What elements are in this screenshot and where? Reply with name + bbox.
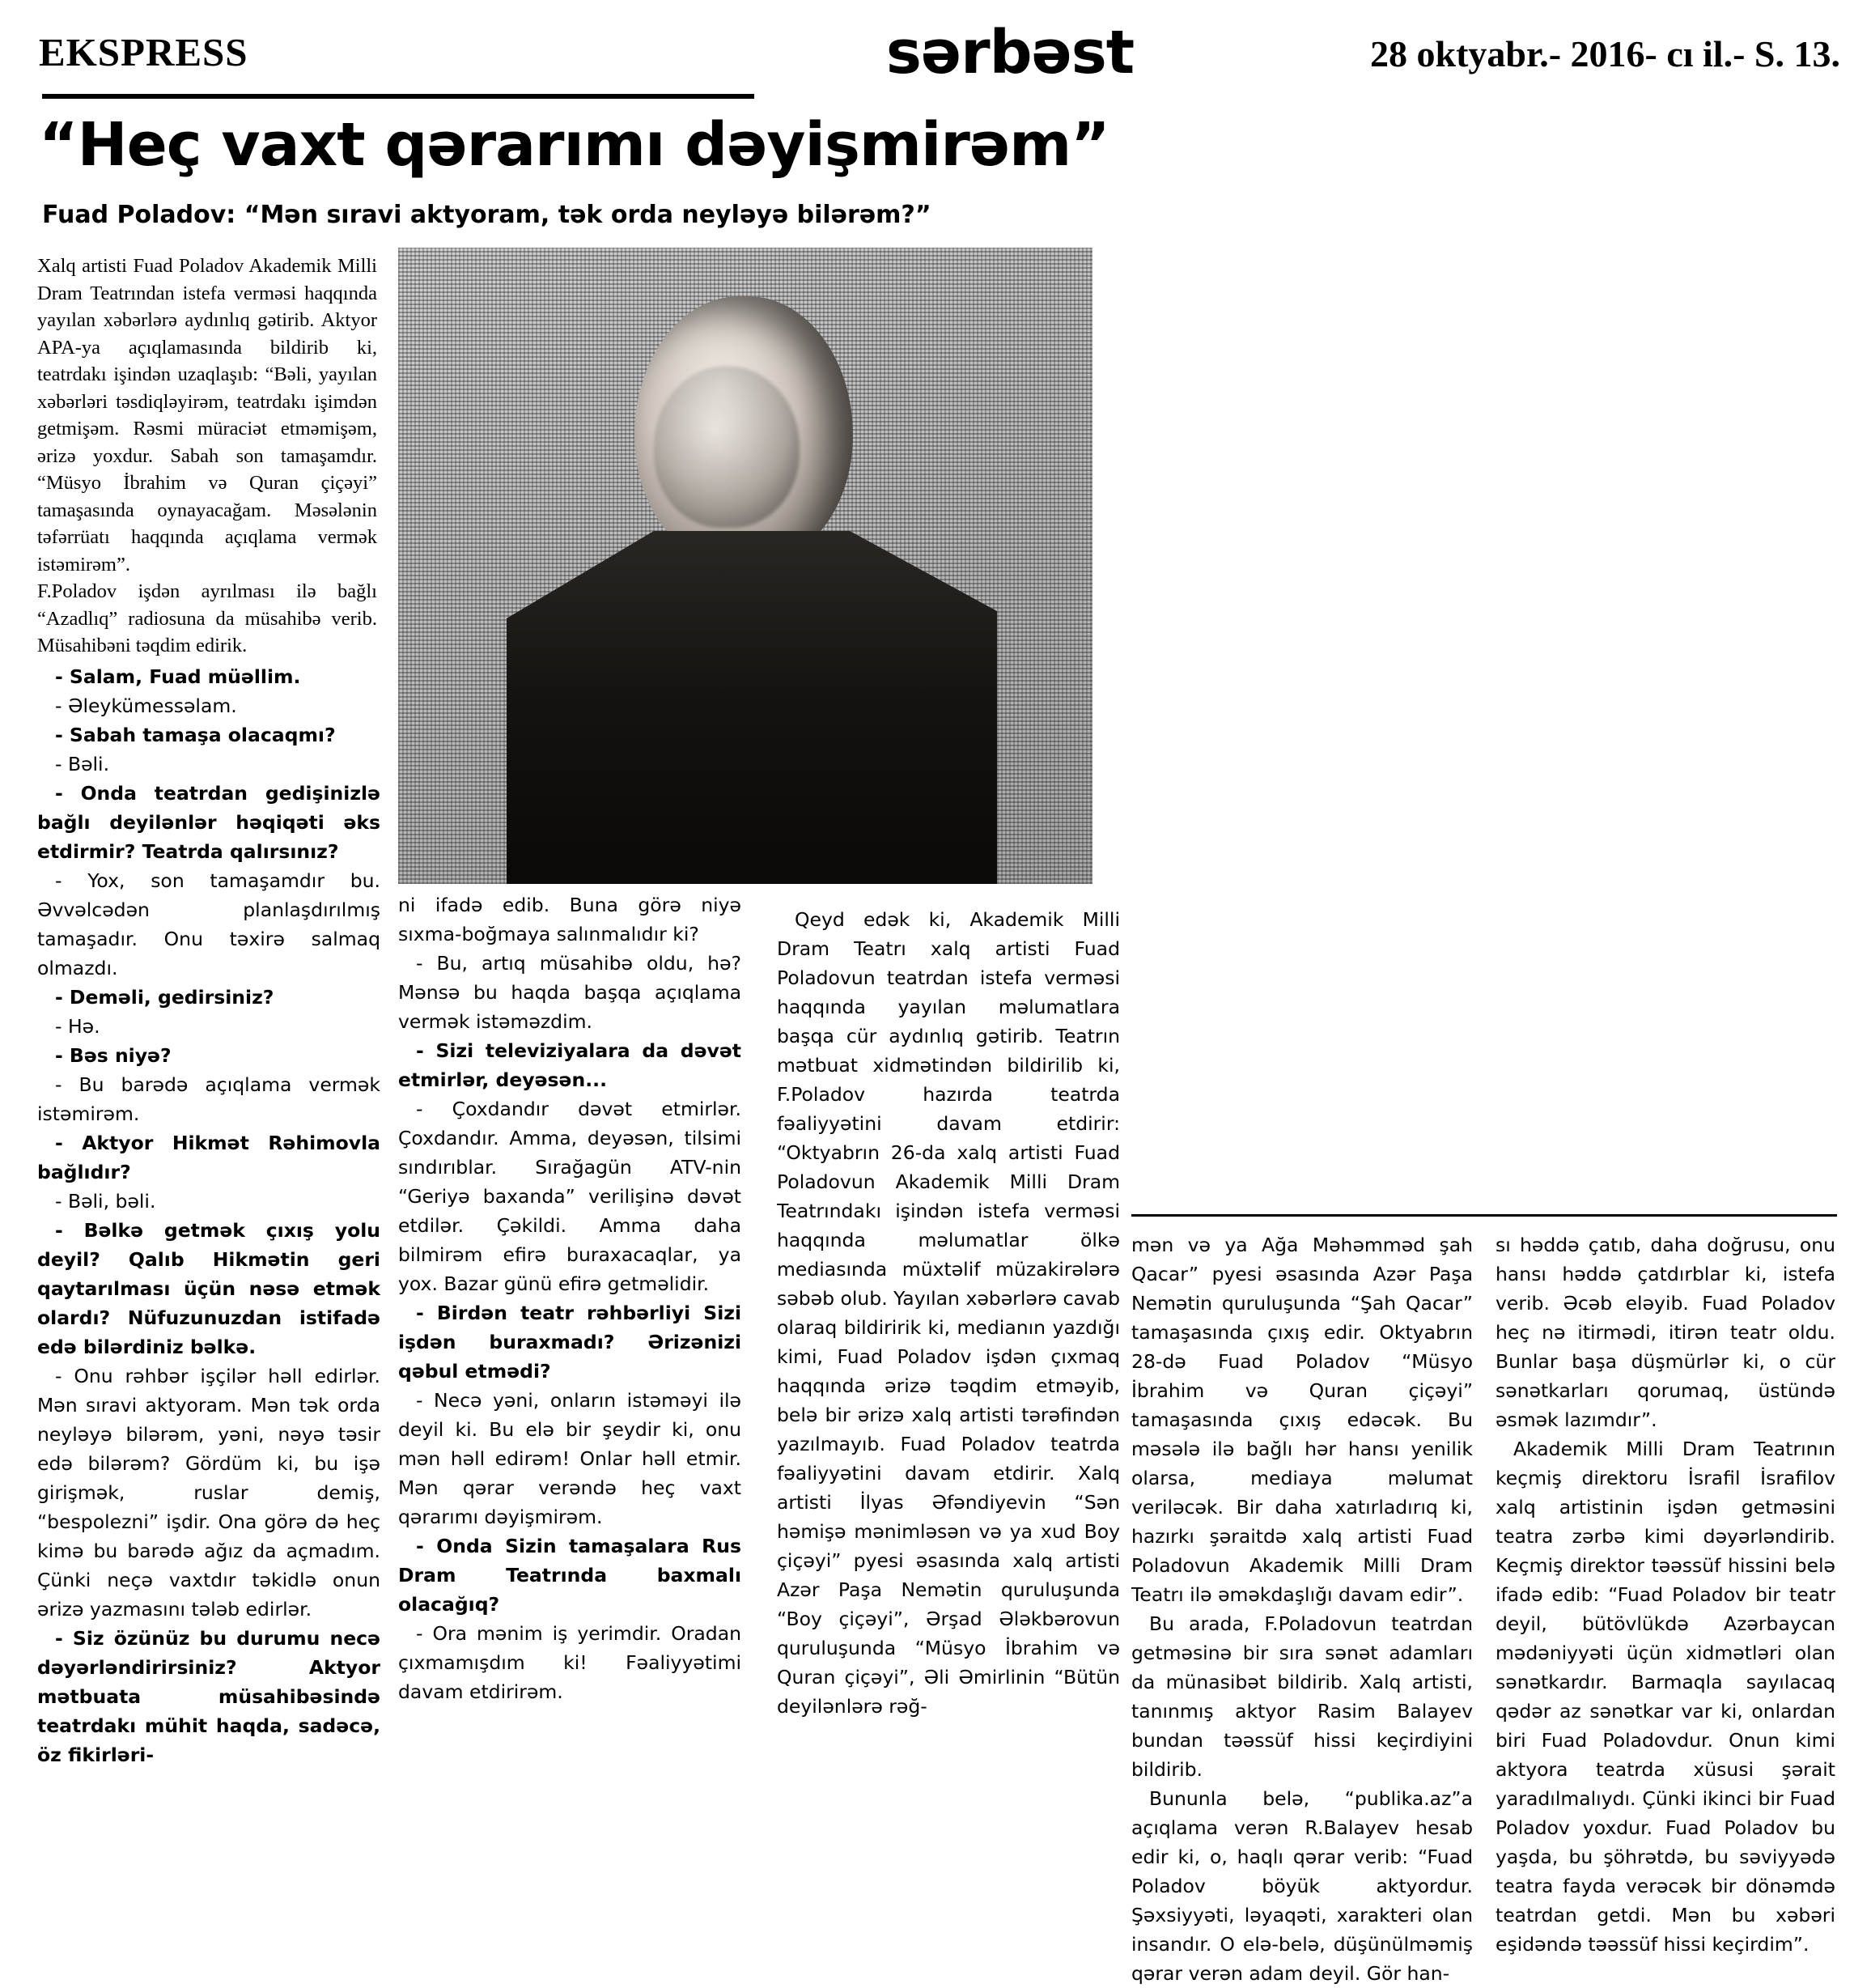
interview-question: - Bəlkə getmək çıxış yolu deyil? Qalıb Hikmətin geri qaytarılması üçün nəsə etmək olardı? Nüfuzunuzdan istifadə edə bilərdiniz bəlkə. [37,1219,380,1358]
article-photo [398,248,1092,884]
interview-answer: - Çoxdandır dəvət etmirlər. Çoxdandır. Amma, deyəsən, tilsimi sındırıblar. Sırağagün ATV-nin “Geriyə baxanda” verilişinə dəvət etdilər. Çəkildi. Amma daha bilmirəm efirə buraxacaqlar, ya yox. Bazar günü efirə getməlidir. [398,1098,741,1295]
column-1-interview [37,662,380,1769]
column-4-body [1131,1230,1473,1988]
masthead-divider-rule [42,94,754,99]
interview-answer: - Bəli. [55,753,110,775]
interview-answer: - Əleykümessəlam. [55,695,237,717]
column-divider-rule [1131,1214,1837,1217]
interview-answer: ni ifadə edib. Buna görə niyə sıxma-boğmaya salınmalıdır ki? [398,894,741,945]
interview-question: - Onda teatrdan gedişinizlə bağlı deyilənlər həqiqəti əks etdirmir? Teatrda qalırsınız? [37,782,380,863]
interview-answer: - Bu barədə açıqlama vermək istəmirəm. [37,1073,380,1125]
interview-question: - Sabah tamaşa olacaqmı? [55,724,336,746]
column-2-interview [398,890,741,1706]
masthead-section-name: sərbəst [885,18,1135,87]
body-paragraph: Akademik Milli Dram Teatrının keçmiş direktoru İsrafil İsrafilov xalq artistinin işdən getməsini teatra zərbə kimi dəyərləndirib. Keçmiş direktor təəssüf hissini belə ifadə edib: “Fuad Poladov bir teatr deyil, bütövlükdə Azərbaycan mədəniyyəti üçün xidmətləri olan sənətkardır. Barmaqla sayılacaq qədər az sənətkar var ki, onlardan biri Fuad Poladovdur. Onun kimi aktyora teatrda xüsusi şərait yaradılmalıydı. Çünki ikinci bir Fuad Poladov yoxdur. Fuad Poladov bu yaşda, bu şöhrətdə, bu səviyyədə teatra fayda verəcək bir dönəmdə teatrdan getdi. Mən bu xəbəri eşidəndə təəssüf hissi keçirdim”. [1496,1438,1835,1956]
body-paragraph: Bu arada, F.Poladovun teatrdan getməsinə bir sıra sənət adamları da münasibət bildirib. Xalq artisti, tanınmış aktyor Rasim Balayev bundan təəssüf hissi keçirdiyini bildirib. [1131,1612,1473,1781]
lead-paragraph: F.Poladov işdən ayrılması ilə bağlı “Azadlıq” radiosuna da müsahibə verib. Müsahibəni təqdim edirik. [37,580,377,656]
interview-answer: - Onu rəhbər işçilər həll edirlər. Mən sıravi aktyoram. Mən tək orda neyləyə bilərəm, yəni, nəyə təsir edə bilərəm? Gördüm ki, bu işə girişmək, ruslar demiş, “bespolezni” işdir. Ona görə də heç kimə bu barədə ağız da açmadım. Çünki neçə vaxtdır təkidlə onun ərizə yazmasını tələb edirlər. [37,1365,380,1621]
body-paragraph: Bununla belə, “publika.az”a açıqlama verən R.Balayev hesab edir ki, o, haqlı qərar verib: “Fuad Poladov böyük aktyordur. Şəxsiyyəti, ləyaqəti, xarakteri olan insandır. O elə-belə, düşünülməmiş qərar verən adam deyil. Gör han- [1131,1787,1473,1985]
portrait-face-shading [654,366,800,528]
article-subheadline: Fuad Poladov: “Mən sıravi aktyoram, tək orda neyləyə bilərəm?” [42,201,931,229]
portrait-body [507,531,997,884]
masthead-date-page: 28 oktyabr.- 2016- cı il.- S. 13. [1370,33,1840,74]
body-paragraph: Qeyd edək ki, Akademik Milli Dram Teatrı xalq artisti Fuad Poladovun teatrdan istefa verməsi haqqında yayılan məlumatlara başqa cür aydınlıq gətirib. Teatrın mətbuat xidmətindən bildirilib ki, F.Poladov hazırda teatrda fəaliyyətini davam etdirir: “Oktyabrın 26-da xalq artisti Fuad Poladovun Akademik Milli Dram Teatrındakı işindən istefa verməsi haqqında məlumatlar ölkə mediasında müxtəlif müzakirələrə səbəb olub. Yayılan xəbərlərə cavab olaraq bildiririk ki, medianın yazdığı kimi, Fuad Poladov işdən çıxmaq haqqında ərizə təqdim etməyib, belə bir ərizə xalq artisti tərəfindən yazılmayıb. Fuad Poladov teatrda fəaliyyətini davam etdirir. Xalq artisti İlyas Əfəndiyevin “Sən həmişə mənimləsən və ya xud Boy çiçəyi” pyesi əsasında xalq artisti Azər Paşa Nemətin quruluşunda “Boy çiçəyi”, Ərşad Ələkbərovun quruluşunda “Müsyo İbrahim və Quran çiçəyi”, Əli Əmirlinin “Bütün deyilənlərə rəğ- [777,908,1120,1718]
interview-answer: - Yox, son tamaşamdır bu. Əvvəlcədən planlaşdırılmış tamaşadır. Onu təxirə salmaq olmazdı. [37,869,380,979]
interview-answer: - Hə. [55,1015,100,1038]
page-title: “Heç vaxt qərarımı dəyişmirəm” [39,110,1109,180]
body-paragraph: sı həddə çatıb, daha doğrusu, onu hansı həddə çatdırblar ki, istefa verib. Əcəb eləyib. Fuad Poladov heç nə itirmədi, itirən teatr oldu. Bunlar başa düşmürlər ki, o cür sənətkarları qorumaq, üstündə əsmək lazımdır”. [1496,1234,1835,1431]
interview-question: - Birdən teatr rəhbərliyi Sizi işdən buraxmadı? Ərizənizi qəbul etmədi? [398,1302,741,1383]
column-1-lead [37,253,377,660]
interview-question: - Onda Sizin tamaşalara Rus Dram Teatrında baxmalı olacağıq? [398,1535,741,1616]
interview-answer: - Bu, artıq müsahibə oldu, hə? Mənsə bu haqda başqa açıqlama vermək istəməzdim. [398,952,741,1033]
body-paragraph: mən və ya Ağa Məhəmməd şah Qacar” pyesi əsasında Azər Paşa Nemətin quruluşunda “Şah Qacar” tamaşasında çıxış edir. Oktyabrın 28-də Fuad Poladov “Müsyo İbrahim və Quran çiçəyi” tamaşasında çıxış edəcək. Bu məsələ ilə bağlı hər hansı yenilik olarsa, mediaya məlumat veriləcək. Bir daha xatırladırıq ki, hazırkı şəraitdə xalq artisti Fuad Poladovun Akademik Milli Dram Teatrı ilə əməkdaşlığı davam edir”. [1131,1234,1473,1606]
interview-question: - Salam, Fuad müəllim. [55,665,301,688]
interview-answer: - Ora mənim iş yerimdir. Oradan çıxmamışdım ki! Fəaliyyətimi davam etdirirəm. [398,1622,741,1703]
photo-portrait-figure [495,288,1013,884]
column-3-body [777,905,1120,1721]
interview-question: - Bəs niyə? [55,1044,172,1067]
interview-question: - Aktyor Hikmət Rəhimovla bağlıdır? [37,1132,380,1183]
interview-answer: - Bəli, bəli. [55,1190,156,1213]
masthead-publication-name: EKSPRESS [39,30,248,74]
interview-question: - Sizi televiziyalara da dəvət etmirlər, deyəsən... [398,1039,741,1091]
interview-question: - Siz özünüz bu durumu necə dəyərləndirirsiniz? Aktyor mətbuata müsahibəsində teatrdakı mühit haqda, sadəcə, öz fikirləri- [37,1627,380,1766]
lead-paragraph: Xalq artisti Fuad Poladov Akademik Milli Dram Teatrından istefa verməsi haqqında yayılan xəbərlərə aydınlıq gətirib. Aktyor APA-ya açıqlamasında bildirib ki, teatrdakı işindən uzaqlaşıb: “Bəli, yayılan xəbərləri təsdiqləyirəm, teatrdakı işimdən getmişəm. Rəsmi müraciət etməmişəm, ərizə yoxdur. Sabah son tamaşamdır. “Müsyo İbrahim və Quran çiçəyi” tamaşasında oynayacağam. Məsələnin təfərrüatı haqqında açıqlama vermək istəmirəm”. [37,255,377,576]
interview-question: - Deməli, gedirsiniz? [55,986,274,1009]
column-5-body [1496,1230,1835,1959]
masthead [39,18,1840,108]
interview-answer: - Necə yəni, onların istəməyi ilə deyil ki. Bu elə bir şeydir ki, onu mən həll edirəm! Onlar həll etmir. Mən qərar verəndə heç vaxt qərarımı dəyişmirəm. [398,1389,741,1528]
